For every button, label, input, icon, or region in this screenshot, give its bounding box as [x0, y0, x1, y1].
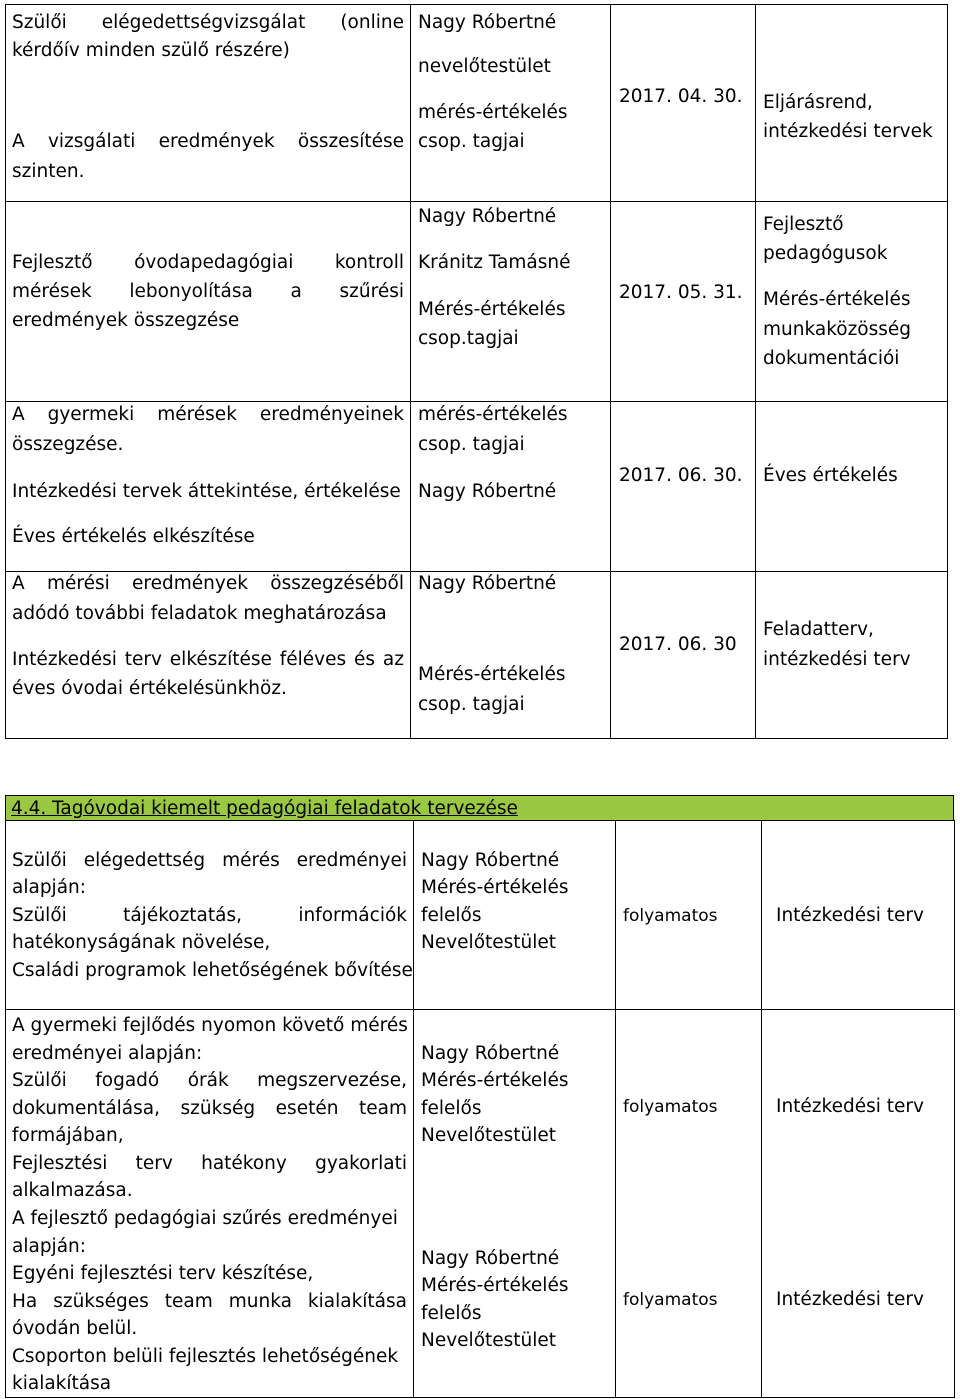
t1-row4-out-cell [755, 571, 948, 739]
t2r2-resp-b-line1: Nagy Róbertné [421, 1248, 560, 1269]
t2r2-out-a: Intézkedési terv [776, 1096, 924, 1117]
t1r2-resp-line2: Kránitz Tamásné [418, 252, 571, 273]
t1r1-resp-line2: nevelőtestület [418, 56, 551, 77]
t1-row4-resp-cell [410, 571, 611, 739]
t1r3-resp-line2: csop. tagjai [418, 434, 525, 455]
t1r1-date: 2017. 04. 30. [619, 86, 743, 107]
t2r2-task-line8: A fejlesztő pedagógiai szűrés eredményei [12, 1208, 398, 1229]
section-heading: 4.4. Tagóvodai kiemelt pedagógiai feladatok tervezése [11, 798, 518, 819]
t1-row3-date-cell [610, 401, 756, 572]
t2r2-task-line10: Egyéni fejlesztési terv készítése, [12, 1263, 314, 1284]
t2r2-task-line2: eredményei alapján: [12, 1043, 203, 1064]
t2r1-task-line2: alapján: [12, 877, 86, 898]
t2r1-resp-line2: Mérés-értékelés [421, 877, 569, 898]
t2r2-task-line7: alkalmazása. [12, 1180, 133, 1201]
t2r1-task-line3: Szülői tájékoztatás, információk [12, 905, 407, 926]
t1r4-out-line2: intézkedési terv [763, 649, 911, 670]
t1r3-task-line2: összegzése. [12, 434, 124, 455]
t2-row2-date-cell [615, 1009, 762, 1398]
t1r2-resp-line4: csop.tagjai [418, 328, 519, 349]
t1r2-out-line5: dokumentációi [763, 348, 900, 369]
t2-row1-date-cell [615, 820, 762, 1010]
t2r2-resp-a-line3: felelős [421, 1098, 482, 1119]
t1r2-task-line1: Fejlesztő óvodapedagógiai kontroll [12, 252, 404, 273]
t1r3-date: 2017. 06. 30. [619, 465, 743, 486]
t2r2-resp-a-line1: Nagy Róbertné [421, 1043, 560, 1064]
t1r3-task-line1: A gyermeki mérések eredményeinek [12, 404, 404, 425]
t2r1-resp-line4: Nevelőtestület [421, 932, 557, 953]
t1r1-task-line4: szinten. [12, 161, 85, 182]
t2r2-out-b: Intézkedési terv [776, 1289, 924, 1310]
t1r4-resp-line2: Mérés-értékelés [418, 664, 566, 685]
t1r4-task-line3: Intézkedési terv elkészítése féléves és az [12, 649, 404, 670]
t1r4-resp-line3: csop. tagjai [418, 694, 525, 715]
t1r1-task-line1: Szülői elégedettségvizsgálat (online [12, 12, 404, 33]
t2-row2-resp-cell [413, 1009, 616, 1398]
t2r2-resp-b-line4: Nevelőtestület [421, 1330, 557, 1351]
t1-row2-task-cell [5, 201, 411, 402]
t1r2-out-line2: pedagógusok [763, 243, 888, 264]
t1-row2-out-cell [755, 201, 948, 402]
t2-row1-task-cell [5, 820, 414, 1010]
t2-row1-resp-cell [413, 820, 616, 1010]
t2r1-date: folyamatos [623, 906, 718, 926]
t2r2-task-line4: dokumentálása, szükség esetén team [12, 1098, 407, 1119]
t2r2-task-line14: kialakítása [12, 1373, 112, 1394]
t1r4-date: 2017. 06. 30 [619, 634, 737, 655]
t1r1-task-line3: A vizsgálati eredmények összesítése [12, 131, 404, 152]
t2r2-resp-a-line2: Mérés-értékelés [421, 1070, 569, 1091]
t1-row2-resp-cell [410, 201, 611, 402]
t1r2-out-line1: Fejlesztő [763, 214, 844, 235]
t1r1-resp-line3: mérés-értékelés [418, 102, 568, 123]
t2r2-task-line3: Szülői fogadó órák megszervezése, [12, 1070, 407, 1091]
t1r2-out-line3: Mérés-értékelés [763, 289, 911, 310]
t1-row3-task-cell [5, 401, 411, 572]
t2r2-date-b: folyamatos [623, 1290, 718, 1310]
t1-row4-task-cell [5, 571, 411, 739]
t1r2-resp-line1: Nagy Róbertné [418, 206, 557, 227]
t1r1-resp-line1: Nagy Róbertné [418, 12, 557, 33]
t2r2-task-line11: Ha szükséges team munka kialakítása [12, 1291, 407, 1312]
t2r2-task-line13: Csoporton belüli fejlesztés lehetőségének [12, 1346, 399, 1367]
t1r1-task-line2: kérdőív minden szülő részére) [12, 40, 290, 61]
t1r3-resp-line1: mérés-értékelés [418, 404, 568, 425]
t2r1-task-line4: hatékonyságának növelése, [12, 932, 271, 953]
t2r2-date-a: folyamatos [623, 1097, 718, 1117]
t2r2-task-line12: óvodán belül. [12, 1318, 138, 1339]
t1r4-out-line1: Feladatterv, [763, 619, 874, 640]
t1r2-resp-line3: Mérés-értékelés [418, 299, 566, 320]
t1-row1-date-cell [610, 4, 756, 202]
t2-row2-out-cell [761, 1009, 955, 1398]
t2r2-resp-b-line3: felelős [421, 1303, 482, 1324]
t2r2-task-line9: alapján: [12, 1236, 86, 1257]
t1r4-task-line2: adódó további feladatok meghatározása [12, 603, 387, 624]
t2r2-resp-a-line4: Nevelőtestület [421, 1125, 557, 1146]
t2-row1-out-cell [761, 820, 955, 1010]
t2r2-task-line5: formájában, [12, 1125, 124, 1146]
t1r3-task-line4: Éves értékelés elkészítése [12, 526, 255, 547]
t1r1-resp-line4: csop. tagjai [418, 131, 525, 152]
t1r2-task-line2: mérések lebonyolítása a szűrési [12, 281, 404, 302]
t2r1-resp-line1: Nagy Róbertné [421, 850, 560, 871]
t2r2-resp-b-line2: Mérés-értékelés [421, 1275, 569, 1296]
t1r4-resp-line1: Nagy Róbertné [418, 573, 557, 594]
t1r4-task-line1: A mérési eredmények összegzéséből [12, 573, 404, 594]
t1r4-task-line4: éves óvodai értékelésünkhöz. [12, 678, 287, 699]
t1-row1-out-cell [755, 4, 948, 202]
t1r3-task-line3: Intézkedési tervek áttekintése, értékelése [12, 481, 401, 502]
section-heading-bar [5, 795, 954, 821]
t1r3-resp-line3: Nagy Róbertné [418, 481, 557, 502]
t1r2-task-line3: eredmények összegzése [12, 310, 240, 331]
t1-row3-resp-cell [410, 401, 611, 572]
t2r2-task-line1: A gyermeki fejlődés nyomon követő mérés [12, 1015, 408, 1036]
t1r2-date: 2017. 05. 31. [619, 282, 743, 303]
t2r1-out: Intézkedési terv [776, 905, 924, 926]
t2r1-task-line1: Szülői elégedettség mérés eredményei [12, 850, 407, 871]
t1r1-out-line1: Eljárásrend, [763, 92, 873, 113]
t1-row4-date-cell [610, 571, 756, 739]
t2-row2-task-cell [5, 1009, 414, 1398]
t1-row3-out-cell [755, 401, 948, 572]
t1-row1-task-cell [5, 4, 411, 202]
t1r2-out-line4: munkaközösség [763, 319, 911, 340]
t2r1-task-line5: Családi programok lehetőségének bővítése [12, 960, 413, 981]
t1-row1-resp-cell [410, 4, 611, 202]
t1r3-out-line1: Éves értékelés [763, 465, 898, 486]
t2r1-resp-line3: felelős [421, 905, 482, 926]
t2r2-task-line6: Fejlesztési terv hatékony gyakorlati [12, 1153, 407, 1174]
t1r1-out-line2: intézkedési tervek [763, 121, 933, 142]
t1-row2-date-cell [610, 201, 756, 402]
